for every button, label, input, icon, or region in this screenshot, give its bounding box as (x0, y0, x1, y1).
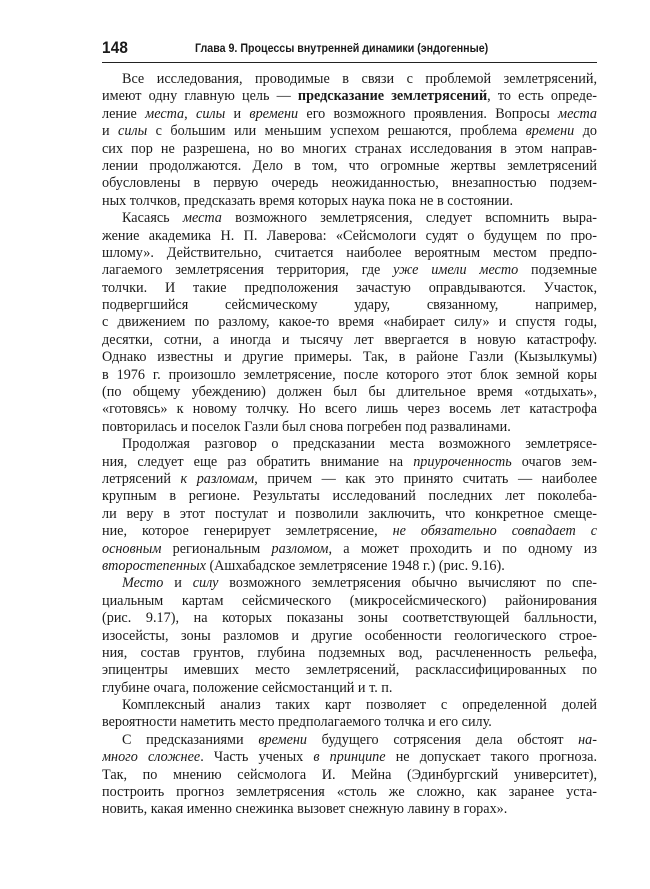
text-line (102, 714, 597, 731)
text-span: «готовясь» к новому толчку. Но всего лишь через восемь лет катастрофа (102, 401, 597, 418)
text-span: региональным (161, 540, 272, 557)
italic-text: основным (102, 540, 162, 557)
text-line (102, 175, 597, 192)
italic-text: времени (525, 123, 575, 140)
text-span: очагов зем- (511, 453, 597, 470)
italic-text: второстепенных (102, 557, 206, 574)
text-span: и (163, 575, 193, 592)
text-line (102, 158, 597, 175)
italic-text: приуроченность (413, 453, 512, 470)
text-line (102, 471, 597, 488)
italic-text: много сложнее (102, 749, 201, 766)
text-line (102, 749, 597, 766)
text-span: имеют одну главную цель — (102, 88, 298, 105)
text-span: , а может проходить и по одному из (328, 540, 597, 557)
page-number: 148 (102, 38, 129, 57)
italic-text: не обязательно совпадает с (392, 523, 597, 540)
text-line (102, 384, 597, 401)
text-span: ных толчков, предсказать время которых наука пока не в состоянии. (102, 192, 513, 209)
text-span: Так, по мнению сейсмолога И. Мейна (Эдинбургский университет), (102, 766, 597, 783)
text-span: лении продолжаются. Дело в том, что огромные жертвы землетрясений (102, 157, 597, 174)
text-span: с движением по разлому, какое-то время «набирает силу» и спустя годы, (102, 314, 597, 331)
text-span: (по общему убеждению) должен был бы длительное время «отдыхать», (102, 384, 597, 401)
text-span: его возможного проявления. Вопросы (298, 105, 559, 122)
text-line (102, 280, 597, 297)
text-line (102, 801, 597, 818)
text-line (102, 697, 597, 714)
text-span: летрясений (102, 470, 181, 487)
italic-text: силы (118, 123, 148, 140)
text-span: ние, которое генерирует землетрясение, (102, 523, 393, 540)
text-span: . Часть ученых (200, 749, 314, 766)
text-line (102, 332, 597, 349)
text-line (102, 454, 597, 471)
bold-text: предсказание землетрясений (297, 88, 488, 105)
text-span: возможного землетрясения, следует вспомнить выра- (221, 210, 597, 227)
text-span: ли веру в этот постулат и позволили заключить, что конкретное смеще- (102, 505, 597, 522)
italic-text: силы (196, 105, 226, 122)
text-span: крупным в регионе. Результаты исследований последних лет поколеба- (102, 488, 597, 505)
text-span: лагаемого землетрясения территория, где (102, 262, 394, 279)
text-span: не допускает такого прогноза. (385, 749, 597, 766)
text-line (102, 71, 597, 88)
text-span: шлому». Действительно, считается наиболее вероятным местом предпо- (102, 244, 597, 261)
text-span: С предсказаниями (122, 731, 259, 748)
text-span: ния, следует еще раз обратить внимание на (102, 453, 414, 470)
text-span: циальным картам сейсмического (микросейсмического) районирования (102, 592, 597, 609)
italic-text: силу (192, 575, 219, 592)
text-span: Продолжая разговор о предсказании места возможного землетрясе- (122, 436, 597, 453)
text-span: подземные (518, 262, 597, 279)
text-line (102, 245, 597, 262)
italic-text: места (182, 210, 222, 227)
text-line (102, 645, 597, 662)
text-span: , причем — как это принято считать — наиболее (254, 470, 597, 487)
text-line (102, 436, 597, 453)
text-line (102, 680, 597, 697)
text-line (102, 488, 597, 505)
text-line (102, 419, 597, 436)
italic-text: уже имели место (393, 262, 519, 279)
text-span: эпицентры имевших место землетрясений, расклассифицированных по (102, 662, 597, 679)
text-span: Касаясь (122, 210, 183, 227)
text-line (102, 262, 597, 279)
text-line (102, 628, 597, 645)
text-span: толчки. И такие предположения зачастую оправдываются. Участок, (102, 279, 597, 296)
text-span: (Ашхабадское землетрясение 1948 г.) (рис. 9.16). (205, 557, 505, 574)
text-span: изосейсты, зоны разломов и другие особенности геологического строе- (102, 627, 597, 644)
text-line (102, 784, 597, 801)
text-line (102, 401, 597, 418)
text-line (102, 523, 597, 540)
text-span: ния, состав грунтов, глубина подземных вод, расчлененность рельефа, (102, 644, 597, 661)
text-span: с большим или меньшим успехом решаются, проблема (147, 123, 526, 140)
italic-text: места (558, 105, 597, 122)
text-line (102, 210, 597, 227)
text-line (102, 767, 597, 784)
italic-text: Место (122, 575, 164, 592)
text-span: повторилась и поселок Газли был снова погребен под развалинами. (102, 418, 511, 435)
chapter-title: Глава 9. Процессы внутренней динамики (эндогенные) (195, 41, 489, 55)
text-line (102, 106, 597, 123)
text-span: до (574, 123, 597, 140)
text-span: Все исследования, проводимые в связи с проблемой землетрясений, (122, 71, 597, 87)
italic-text: места (145, 105, 185, 122)
text-span: вероятности наметить место предполагаемого толчка и его силу. (102, 714, 492, 731)
text-line (102, 314, 597, 331)
text-span: в 1976 г. произошло землетрясение, после которого этот блок земной коры (102, 366, 597, 383)
text-span: будущего сотрясения дела обстоят (307, 731, 579, 748)
italic-text: на- (578, 731, 597, 748)
text-span: и (102, 123, 119, 140)
text-span: , то есть опреде- (487, 88, 597, 105)
text-line (102, 610, 597, 627)
running-head (102, 38, 597, 63)
text-span: глубине очага, положение сейсмостанций и т. п. (102, 679, 393, 696)
text-line (102, 88, 597, 105)
text-span: ление (102, 105, 146, 122)
text-span: Комплексный анализ таких карт позволяет с определенной долей (122, 697, 597, 714)
italic-text: к разломам (180, 470, 255, 487)
text-line (102, 593, 597, 610)
text-line (102, 575, 597, 592)
text-line (102, 193, 597, 210)
text-span: (рис. 9.17), на которых показаны зоны соответствующей балльности, (102, 610, 597, 627)
italic-text: времени (249, 105, 299, 122)
text-span: Однако известны и другие примеры. Так, в районе Газли (Кызылкумы) (102, 349, 597, 366)
text-span: десятки, сотни, а иногда и тысячу лет ввергается в новую катастрофу. (102, 331, 597, 348)
italic-text: в принципе (313, 749, 386, 766)
italic-text: времени (258, 731, 307, 748)
text-line (102, 123, 597, 140)
text-line (102, 732, 597, 749)
text-span: новить, какая именно снежинка вызовет снежную лавину в горах». (102, 801, 508, 818)
text-span: построить прогноз землетрясения «столь же сложно, как заранее уста- (102, 784, 597, 801)
text-span: , (184, 105, 197, 122)
text-span: сих пор не разрешена, но во многих странах исследования в этом направ- (102, 140, 597, 157)
body-text (102, 71, 597, 819)
text-span: жение академика Н. П. Лаверова: «Сейсмологи судят о будущем по про- (102, 227, 597, 244)
text-line (102, 662, 597, 679)
text-line (102, 141, 597, 158)
text-line (102, 297, 597, 314)
text-span: обусловлены в первую очередь неожиданностью, внезапностью подзем- (102, 175, 597, 192)
text-line (102, 349, 597, 366)
text-span: возможного землетрясения обычно вычисляют по спе- (218, 575, 597, 592)
text-line (102, 228, 597, 245)
text-line (102, 541, 597, 558)
text-line (102, 558, 597, 575)
text-line (102, 506, 597, 523)
text-span: подвергшийся сейсмическому удару, связанному, например, (102, 297, 597, 314)
text-line (102, 367, 597, 384)
italic-text: разломом (271, 540, 329, 557)
text-span: и (225, 105, 250, 122)
